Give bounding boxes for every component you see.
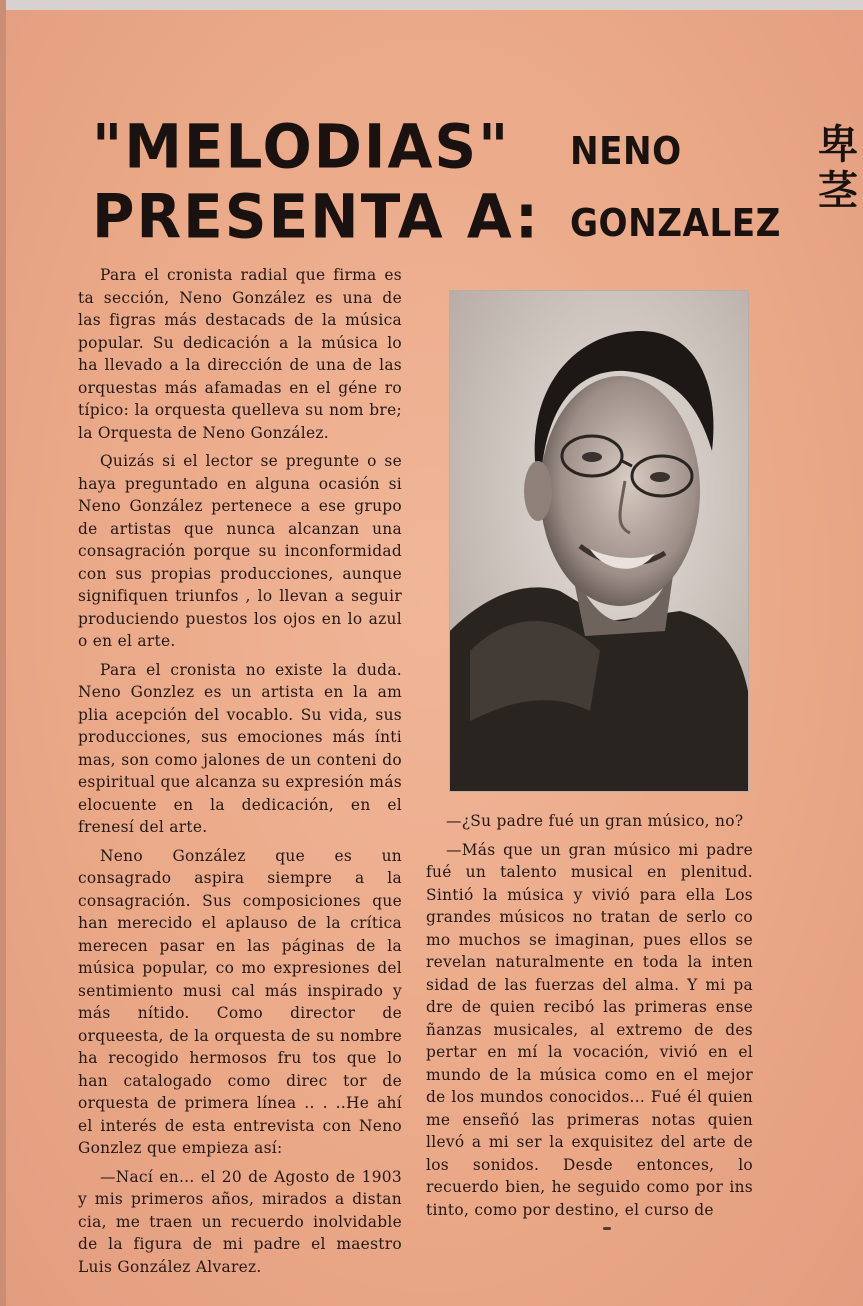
subject-first-name: NENO [570, 129, 682, 173]
subject-name [570, 115, 781, 259]
portrait-photo-icon [450, 291, 748, 791]
article-paragraph: Para el cronista radial que firma es ta sección, Neno González es una de las figras más destacads de la música popular. Su dedicación a la música lo ha llevado a la dirección de una de las orquestas más afamadas en el géne ro típico: la orquesta quelleva su nom bre; la Orquesta de Neno González. [78, 266, 402, 442]
print-mark [603, 1227, 611, 1230]
headline-line-1: "MELODIAS" [92, 111, 511, 183]
page-top-edge [0, 0, 863, 10]
article-paragraph: Neno González que es un consagrado aspira siempre a la consagración. Sus composiciones que han merecido el aplauso de la crítica merecen pasar en las páginas de la música popular, co mo expresiones del sentimiento musi cal más inspirado y más nítido. Como director de orqueesta, de la orquesta de su nombre ha recogido hermosos fru tos que lo han catalogado como direc tor de orquesta de primera línea .. . ..He ahí el interés de esta entrevista con Neno Gonzlez que empieza así: [78, 846, 402, 1157]
interview-answer: —Más que un gran músico mi padre fué un talento musical en plenitud. Sintió la música y vivió para ella Los grandes músicos no tratan de serlo co mo muchos se imaginan, pues ellos se revelan naturalmente en toda la inten sidad de las fuerzas del alma. Y mi pa dre de quien recibó las primeras ense ñanzas musicales, al extremo de des pertar en mí la vocación, vivió en el mundo de la música como en el mejor de los mundos conocidos... Fué él quien me enseñó las primeras notas quien llevó a mi ser la exquisitez del arte de los sonidos. Desde entonces, lo recuerdo bien, he seguido como por ins tinto, como por destino, el curso de [426, 840, 753, 1219]
article-column-left [78, 264, 402, 1284]
article-paragraph: Para el cronista no existe la duda. Neno Gonzlez es un artista en la am plia acepción del vocablo. Su vida, sus producciones, sus emociones más ínti mas, son como jalones de un conteni do espiritual que alcanza su expresión más elocuente en la dedicación, en el frenesí del arte. [78, 660, 402, 836]
interview-question: —¿Su padre fué un gran músico, no? [446, 812, 744, 830]
page-left-edge [0, 0, 6, 1306]
portrait-photo [449, 290, 749, 792]
subject-last-name: GONZALEZ [570, 201, 781, 245]
article-column-right [426, 810, 753, 1227]
side-stamp-mark: 卑茎 [818, 122, 858, 214]
article-paragraph: Quizás si el lector se pregunte o se haya preguntado en alguna ocasión si Neno González pertenece a ese grupo de artistas que nunca alcanzan una consagración porque su inconformidad con sus propias producciones, aunque signifiquen triunfos , lo llevan a seguir produciendo puestos los ojos en lo azul o en el arte. [78, 452, 402, 650]
headline-line-2: PRESENTA A: [92, 181, 541, 253]
headline [92, 110, 552, 253]
article-paragraph: —Nací en... el 20 de Agosto de 1903 y mis primeros años, mirados a distan cia, me traen un recuerdo inolvidable de la figura de mi padre el maestro Luis González Alvarez. [78, 1167, 402, 1276]
